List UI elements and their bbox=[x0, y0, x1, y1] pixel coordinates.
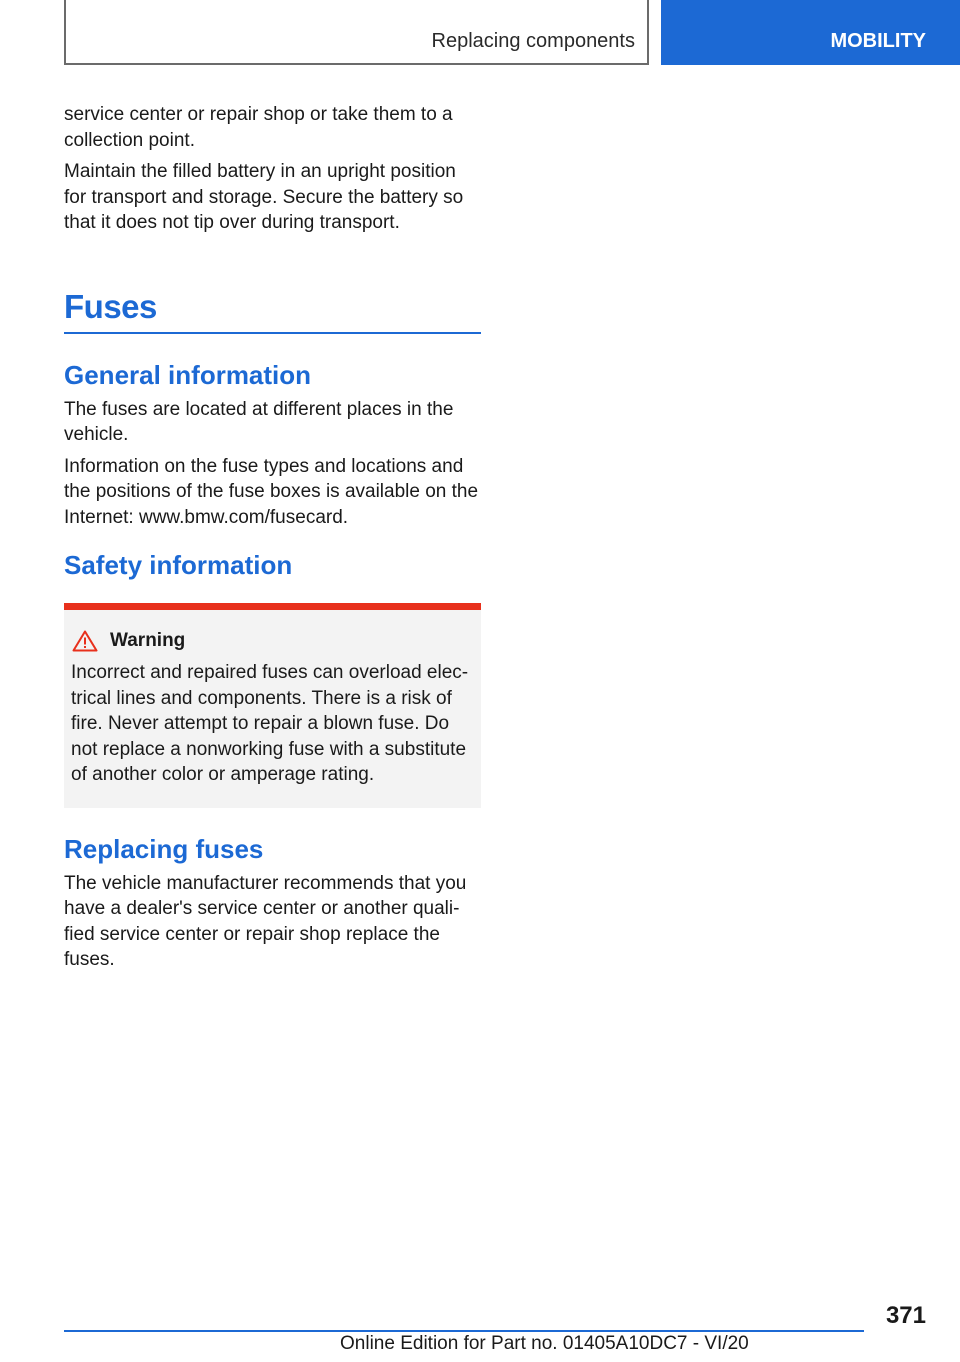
warning-box bbox=[64, 603, 481, 808]
chapter-title: Fuses bbox=[64, 288, 481, 334]
safety-information-heading: Safety information bbox=[64, 550, 293, 580]
warning-triangle-icon bbox=[72, 630, 98, 652]
section-title: Replacing components bbox=[431, 30, 635, 52]
content-column bbox=[64, 102, 481, 979]
page-number: 371 bbox=[885, 1302, 926, 1329]
footer-rule bbox=[64, 1330, 864, 1332]
footer-edition: Online Edition for Part no. 01405A10DC7 - VI/20 bbox=[340, 1333, 749, 1354]
intro-paragraph-1: service center or repair shop or take them to a collection point. bbox=[64, 104, 453, 151]
warning-header bbox=[71, 630, 473, 652]
replacing-fuses-heading: Replacing fuses bbox=[64, 833, 264, 864]
general-information-heading: General information bbox=[64, 359, 312, 390]
chapter-tab-label: MOBILITY bbox=[830, 30, 926, 52]
replacing-fuses-paragraph: The vehicle manufacturer recommends that you have a dealer's service center or another quali-fied service center or repair shop replace the fuses. bbox=[64, 872, 467, 970]
warning-title: Warning bbox=[110, 630, 186, 651]
chapter-tab[interactable] bbox=[661, 0, 960, 65]
warning-text: Incorrect and repaired fuses can overload elec-trical lines and components. There is a risk of fire. Never attempt to repair a blown fuse. Do not replace a nonworking fuse with a substitute of another color or amperage rating. bbox=[71, 662, 469, 785]
intro-paragraph-2: Maintain the filled battery in an upright position for transport and storage. Secure the battery so that it does not tip over during transport. bbox=[64, 161, 464, 233]
header-section-box bbox=[64, 0, 649, 65]
general-information-paragraph-2: Information on the fuse types and locations and the positions of the fuse boxes is available on the Internet: www.bmw.com/fusecard. bbox=[64, 455, 479, 528]
general-information-paragraph-1: The fuses are located at different places in the vehicle. bbox=[64, 398, 454, 445]
